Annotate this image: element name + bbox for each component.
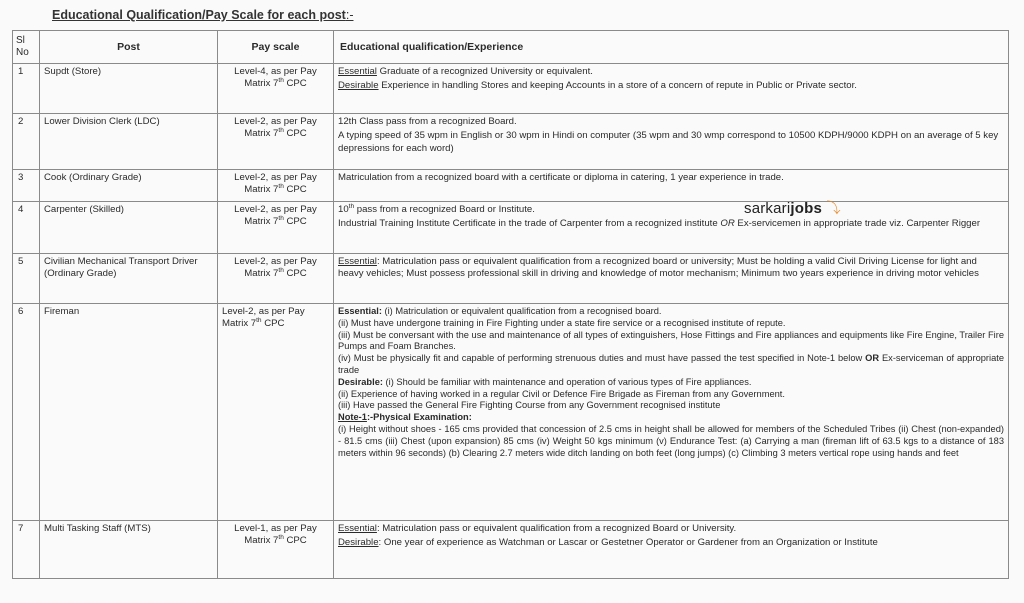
row-edu: Matriculation from a recognized board with a certificate or diploma in catering, 1 year experience in trade. [334, 170, 1009, 202]
row-post: Fireman [40, 304, 218, 521]
row-edu: 10th pass from a recognized Board or Institute. Industrial Training Institute Certificate in the trade of Carpenter from a recognized institute OR Ex-servicemen in appropriate trade viz. Carpenter Rigger [334, 202, 1009, 254]
row-edu: Essential Graduate of a recognized University or equivalent. Desirable Experience in handling Stores and keeping Accounts in a store of a concern of repute in Public or Private sector. [334, 64, 1009, 114]
row-sl: 7 [13, 521, 40, 579]
watermark-text-2: jobs [790, 200, 823, 217]
row-pay: Level-1, as per Pay Matrix 7th CPC [218, 521, 334, 579]
arrow-icon: ⤵ [826, 200, 841, 216]
row-pay: Level-2, as per Pay Matrix 7th CPC [218, 114, 334, 170]
row-sl: 1 [13, 64, 40, 114]
watermark-text-1: sarkari [744, 200, 791, 217]
table-row [13, 202, 1009, 254]
table-header-row [13, 31, 1009, 64]
qualification-table [12, 30, 1009, 579]
row-pay: Level-4, as per Pay Matrix 7th CPC [218, 64, 334, 114]
sarkarijobs-watermark [744, 198, 841, 218]
row-sl: 4 [13, 202, 40, 254]
table-row [13, 170, 1009, 202]
table-row [13, 254, 1009, 304]
row-pay: Level-2, as per Pay Matrix 7th CPC [218, 254, 334, 304]
row-sl: 6 [13, 304, 40, 521]
header-edu: Educational qualification/Experience [334, 31, 1009, 64]
table-row [13, 64, 1009, 114]
table-row [13, 114, 1009, 170]
row-post: Carpenter (Skilled) [40, 202, 218, 254]
row-sl: 3 [13, 170, 40, 202]
row-post: Lower Division Clerk (LDC) [40, 114, 218, 170]
header-post: Post [40, 31, 218, 64]
table-row [13, 521, 1009, 579]
row-sl: 5 [13, 254, 40, 304]
row-pay: Level-2, as per Pay Matrix 7th CPC [218, 202, 334, 254]
header-pay: Pay scale [218, 31, 334, 64]
row-post: Multi Tasking Staff (MTS) [40, 521, 218, 579]
title-suffix: :- [345, 8, 354, 22]
header-sl: Sl No [13, 31, 40, 64]
page-title: Educational Qualification/Pay Scale for each post:- [52, 8, 354, 22]
table-row [13, 304, 1009, 521]
row-pay: Level-2, as per Pay Matrix 7th CPC [218, 170, 334, 202]
row-edu: Essential: Matriculation pass or equivalent qualification from a recognized Board or University. Desirable: One year of experience as Watchman or Lascar or Gestetner Operator or Gardener from an Organization or Institute [334, 521, 1009, 579]
row-sl: 2 [13, 114, 40, 170]
row-post: Supdt (Store) [40, 64, 218, 114]
row-post: Cook (Ordinary Grade) [40, 170, 218, 202]
row-post: Civilian Mechanical Transport Driver (Ordinary Grade) [40, 254, 218, 304]
row-edu: Essential: Matriculation pass or equivalent qualification from a recognized board or university; Must be holding a valid Civil Driving License for light and heavy vehicles; Must possess professional skill in driving and knowledge of motor mechanism; Minimum two years experience in driving motor vehicles [334, 254, 1009, 304]
row-pay: Level-2, as per Pay Matrix 7th CPC [218, 304, 334, 521]
row-edu: 12th Class pass from a recognized Board. A typing speed of 35 wpm in English or 30 wpm in Hindi on computer (35 wpm and 30 wmp correspond to 10500 KDPH/9000 KDPH on an average of 5 key depressions for each word) [334, 114, 1009, 170]
row-edu: Essential: (i) Matriculation or equivalent qualification from a recognised board. (ii) Must have undergone training in Fire Fighting under a state fire service or a recognised institute of repute. (iii) Must be conversant with the use and maintenance of all types of extinguishers, Hose Fittings and Fire appliances and equipments like Fire Engine, Trailer Fire Pumps and Foam Branches. (iv) Must be physically fit and capable of performing strenuous duties and must have passed the test specified in Note-1 below OR Ex-serviceman of appropriate trade Desirable: (i) Should be familiar with maintenance and operation of various types of Fire appliances. (ii) Experience of having worked in a regular Civil or Defence Fire Brigade as Fireman from any Government. (iii) Have passed the General Fire Fighting Course from any Government recognised institute Note-1:-Physical Examination: (i) Height without shoes - 165 cms provided that concession of 2.5 cms in height shall be allowed for members of the Scheduled Tribes (ii) Chest (non-expanded) - 81.5 cms (iii) Chest (upon expansion) 85 cms (iv) Weight 50 kgs minimum (v) Endurance Test: (a) Carrying a man (fireman lift of 63.5 kgs to a distance of 183 meters within 96 seconds) (b) Clearing 2.7 meters wide ditch landing on both feet (long jumps) (c) Climbing 3 meters vertical rope using hands and feet [334, 304, 1009, 521]
